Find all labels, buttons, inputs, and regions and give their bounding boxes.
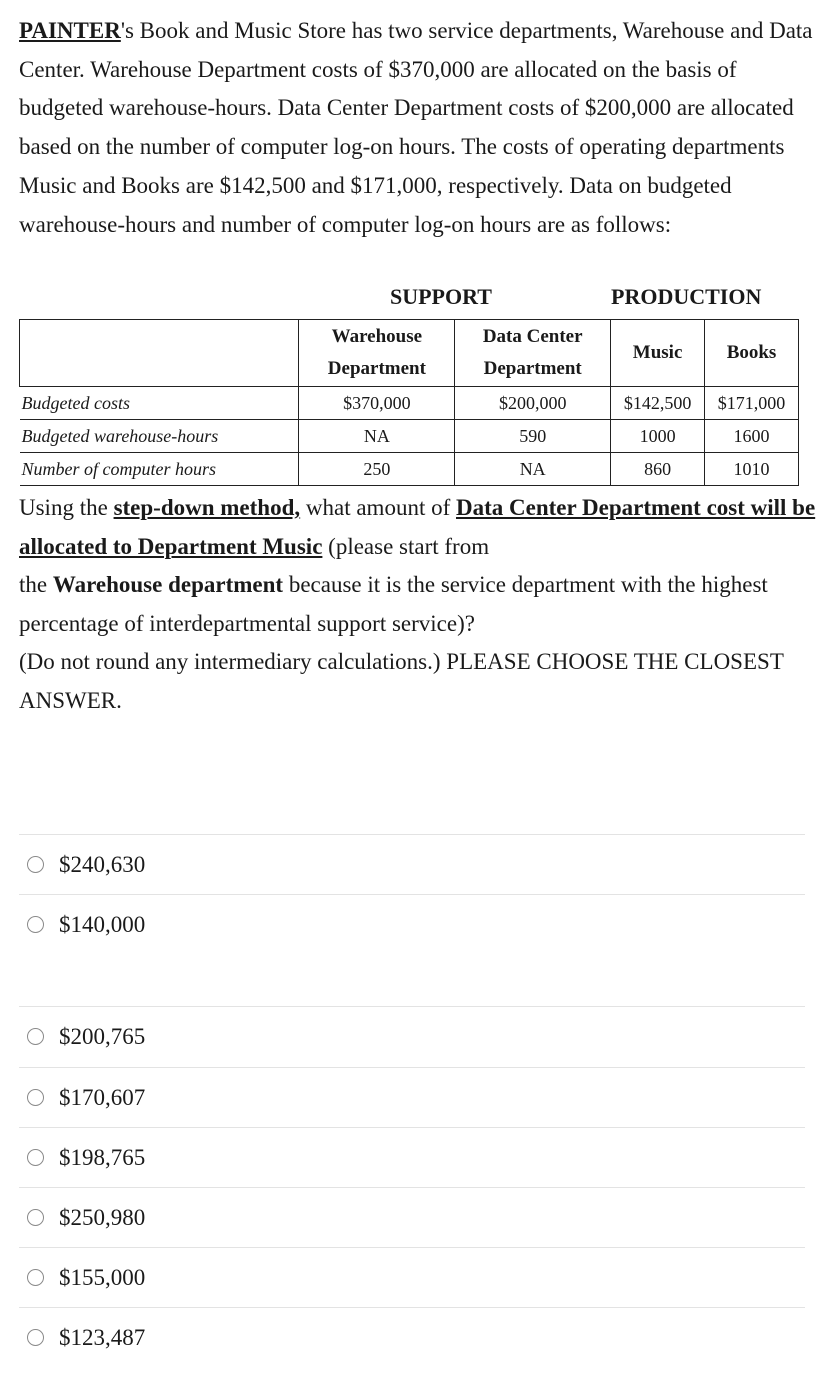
column-header-music: Music — [611, 320, 705, 387]
radio-icon[interactable] — [27, 1149, 44, 1166]
answer-option[interactable] — [19, 834, 805, 894]
radio-icon[interactable] — [27, 916, 44, 933]
radio-icon[interactable] — [27, 1089, 44, 1106]
table-row — [20, 387, 799, 420]
table-row — [20, 453, 799, 486]
answer-option-label: $170,607 — [59, 1084, 146, 1110]
cost-data-table — [19, 319, 799, 486]
start-department-emphasis: Warehouse department — [52, 572, 284, 597]
answer-option-label: $123,487 — [59, 1324, 146, 1350]
table-cell: 250 — [299, 453, 455, 486]
table-cell: 590 — [455, 420, 611, 453]
support-group-header: SUPPORT — [390, 284, 492, 309]
answer-option[interactable] — [19, 1247, 805, 1307]
company-name: PAINTER — [19, 18, 121, 43]
answer-option[interactable] — [19, 1067, 805, 1127]
question-intro — [19, 12, 819, 244]
table-cell: $370,000 — [299, 387, 455, 420]
table-cell: 1600 — [705, 420, 799, 453]
column-header-data-center: Data Center Department — [455, 320, 611, 387]
answer-option[interactable] — [19, 1006, 805, 1066]
answer-option[interactable] — [19, 894, 805, 954]
radio-icon[interactable] — [27, 1329, 44, 1346]
question-intro-text: 's Book and Music Store has two service departments, Warehouse and Data Center. Warehouse Department costs of $370,000 are allocated on the basis of budgeted warehouse-hours. Data Center Department costs of $200,000 are allocated based on the number of computer log-on hours. The costs of operating departments Music and Books are $142,500 and $171,000, respectively. Data on budgeted warehouse-hours and number of computer log-on hours are as follows: — [19, 18, 813, 237]
table-header-row — [20, 320, 799, 387]
table-cell: NA — [299, 420, 455, 453]
table-cell: $142,500 — [611, 387, 705, 420]
table-row — [20, 420, 799, 453]
table-cell: 1000 — [611, 420, 705, 453]
answer-option-label: $155,000 — [59, 1264, 146, 1290]
method-emphasis: step-down method, — [113, 495, 301, 520]
row-label: Number of computer hours — [20, 453, 299, 486]
answer-option-label: $240,630 — [59, 851, 146, 877]
production-group-header: PRODUCTION — [611, 284, 762, 309]
answer-option-label: $140,000 — [59, 911, 146, 937]
column-header-books: Books — [705, 320, 799, 387]
table-corner-cell — [20, 320, 299, 387]
answer-option[interactable] — [19, 1127, 805, 1187]
radio-icon[interactable] — [27, 1028, 44, 1045]
table-cell: $200,000 — [455, 387, 611, 420]
answer-option-label: $250,980 — [59, 1204, 146, 1230]
question-prompt: Using the step-down method, what amount of Data Center Department cost will be allocated to Department Music (please start from the Warehouse department because it is the service department with the highest percentage of interdepartmental support service)? (Do not round any intermediary calculations.) PLEASE CHOOSE THE CLOSEST ANSWER. — [19, 489, 819, 720]
answer-option-label: $198,765 — [59, 1144, 146, 1170]
answer-option[interactable] — [19, 1187, 805, 1247]
table-cell: NA — [455, 453, 611, 486]
column-header-warehouse: Warehouse Department — [299, 320, 455, 387]
row-label: Budgeted costs — [20, 387, 299, 420]
answer-option[interactable] — [19, 1307, 805, 1367]
radio-icon[interactable] — [27, 1269, 44, 1286]
answer-option-label: $200,765 — [59, 1023, 146, 1049]
table-cell: 1010 — [705, 453, 799, 486]
instruction-note: (Do not round any intermediary calculations.) PLEASE CHOOSE THE CLOSEST ANSWER. — [19, 649, 784, 713]
radio-icon[interactable] — [27, 856, 44, 873]
radio-icon[interactable] — [27, 1209, 44, 1226]
row-label: Budgeted warehouse-hours — [20, 420, 299, 453]
table-cell: $171,000 — [705, 387, 799, 420]
table-cell: 860 — [611, 453, 705, 486]
target-emphasis: Data Center Department cost will be allocated to Department Music — [19, 495, 816, 559]
